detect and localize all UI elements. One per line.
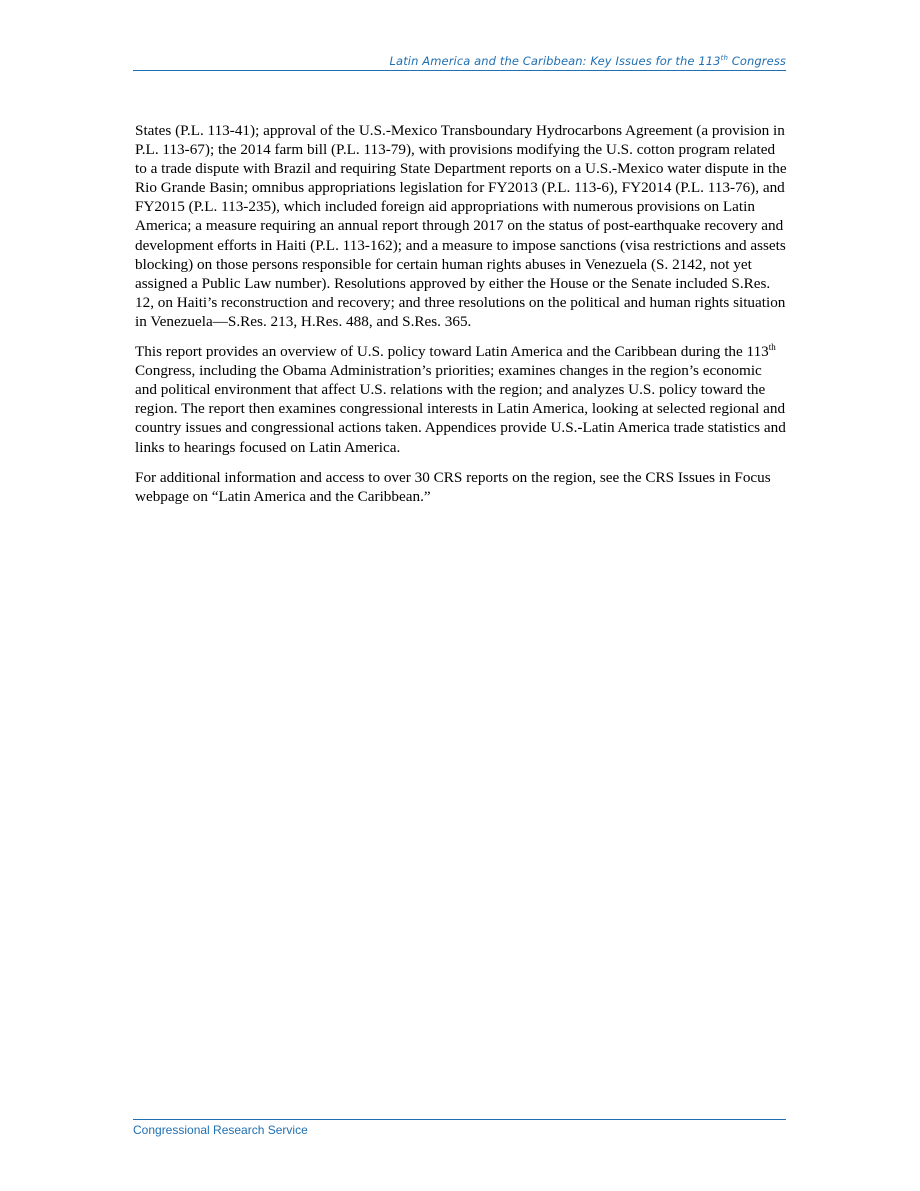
paragraph-report-overview-start: This report provides an overview of U.S. policy toward Latin America and the Caribbean during the 113 — [135, 343, 769, 361]
running-footer — [133, 1119, 786, 1137]
paragraph-legislation: States (P.L. 113-41); approval of the U.S.-Mexico Transboundary Hydrocarbons Agreement (a provision in P.L. 113-67); the 2014 farm bill (P.L. 113-79), with provisions modifying the U.S. cotton program related to a trade dispute with Brazil and requiring State Department reports on a U.S.-Mexico water dispute in the Rio Grande Basin; omnibus appropriations legislation for FY2013 (P.L. 113-6), FY2014 (P.L. 113-76), and FY2015 (P.L. 113-235), which included foreign aid appropriations with numerous provisions on Latin America; a measure requiring an annual report through 2017 on the status of post-earthquake recovery and development efforts in Haiti (P.L. 113-162); and a measure to impose sanctions (visa restrictions and assets blocking) on those persons responsible for certain human rights abuses in Venezuela (S. 2142, not yet assigned a Public Law number). Resolutions approved by either the House or the Senate included S.Res. 12, on Haiti’s reconstruction and recovery; and three resolutions on the political and human rights situation in Venezuela—S.Res. 213, H.Res. 488, and S.Res. 365. — [135, 122, 787, 330]
paragraph-report-overview-rest: Congress, including the Obama Administration’s priorities; examines changes in the region’s economic and political environment that affect U.S. relations with the region; and analyzes U.S. policy toward the region. The report then examines congressional interests in Latin America, looking at selected regional and country issues and congressional actions taken. Appendices provide U.S.-Latin America trade statistics and links to hearings focused on Latin America. — [135, 362, 786, 456]
running-header-ordinal-suffix: th — [720, 54, 728, 63]
running-header-title: Latin America and the Caribbean: Key Issues for the 113 — [389, 54, 721, 68]
footer-organization: Congressional Research Service — [133, 1123, 308, 1137]
ordinal-suffix: th — [768, 341, 776, 352]
running-header-congress: Congress — [728, 54, 786, 68]
paragraph-report-overview — [135, 342, 787, 457]
document-body — [135, 121, 787, 517]
running-header — [133, 54, 786, 71]
paragraph-additional-info: For additional information and access to over 30 CRS reports on the region, see the CRS Issues in Focus webpage on “Latin America and the Caribbean.” — [135, 468, 771, 505]
